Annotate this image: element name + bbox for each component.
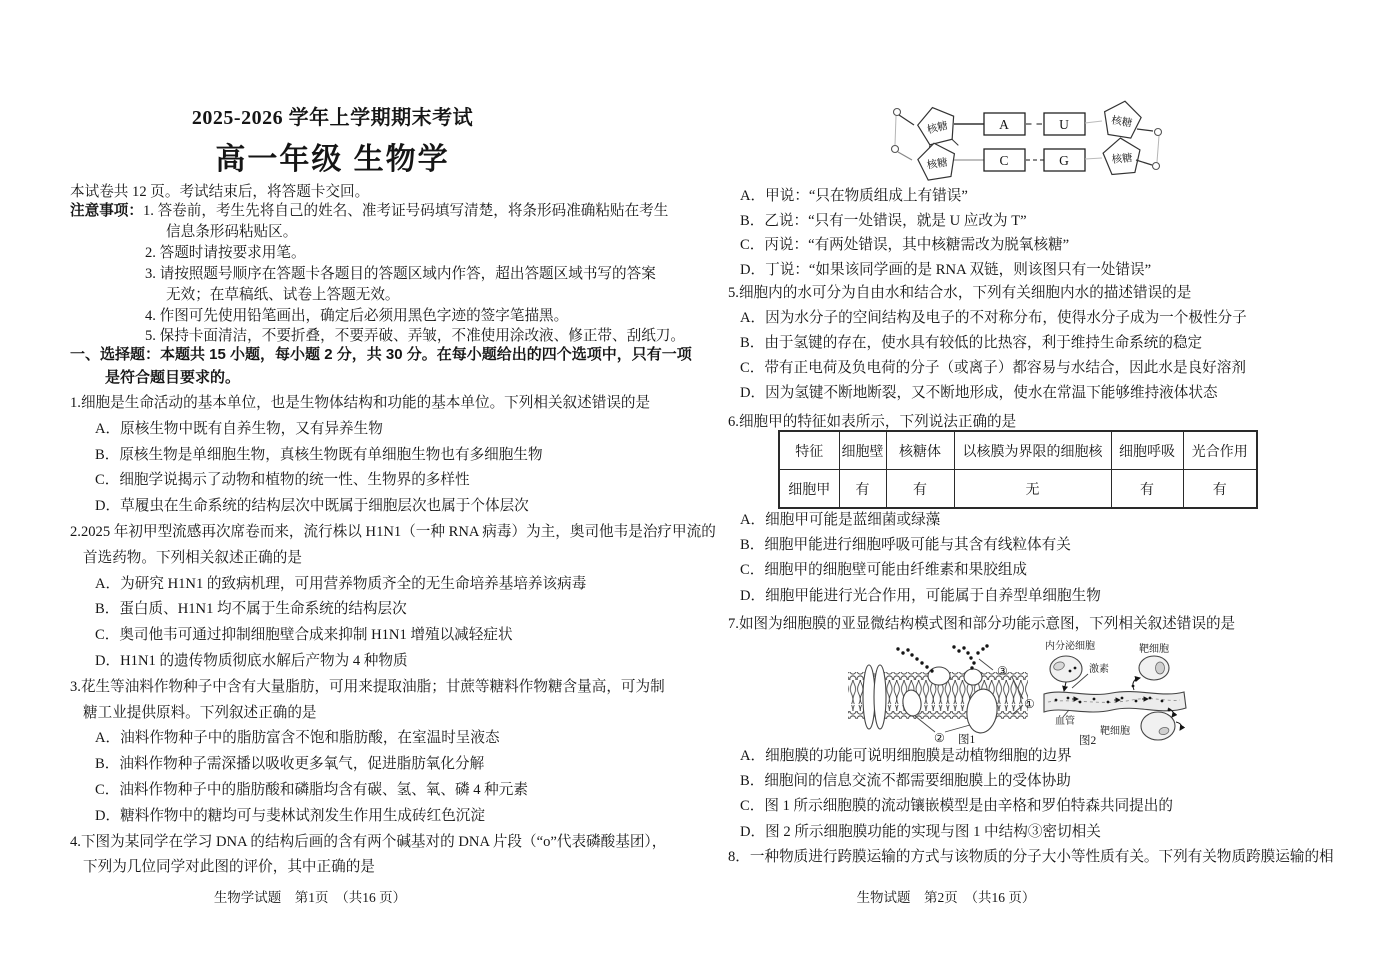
table-row-label: 细胞甲: [779, 470, 839, 509]
q7-options: [724, 744, 1173, 845]
table-header-cell: 特征: [779, 431, 839, 470]
q4-option-a: A．甲说：“只在物质组成上有错误”: [740, 188, 968, 204]
table-header-cell: 光合作用: [1183, 431, 1257, 470]
q7-stem-wrap: [724, 612, 1235, 638]
table-data-row: [779, 470, 1257, 509]
section-header: [70, 343, 692, 389]
dna-fragment-diagram: [890, 98, 1186, 190]
intro-line: 本试卷共 12 页。考试结束后，将答题卡交回。: [70, 184, 370, 200]
q5-option-c: C．带有正电荷及负电荷的分子（或离子）都容易与水结合，因此水是良好溶剂: [740, 360, 1246, 376]
q7-stem: 7.如图为细胞膜的亚显微结构模式图和部分功能示意图，下列相关叙述错误的是: [728, 616, 1236, 632]
membrane-protein: [964, 669, 982, 685]
q1-option-b: B．原核生物是单细胞生物，真核生物既有单细胞生物也有多细胞生物: [95, 446, 543, 463]
notice-item-5: 5. 保持卡面清洁，不要折叠，不要弄破、弄皱，不准使用涂改液、修正带、刮纸刀。: [145, 328, 685, 345]
page-2-footer: 生物试题 第2页 （共16 页）: [856, 890, 1036, 905]
q6-options: [724, 508, 1101, 609]
q6-option-b: B．细胞甲能进行细胞呼吸可能与其含有线粒体有关: [740, 537, 1071, 554]
table-data-cell: 有: [886, 470, 954, 509]
notice-item-4: 4. 作图可先使用铅笔画出，确定后必须用黑色字迹的签字笔描黑。: [145, 307, 569, 324]
table-header-cell: 以核膜为界限的细胞核: [954, 431, 1111, 470]
q3-option-d: D．糖料作物中的糖均可与斐林试剂发生作用生成砖红色沉淀: [95, 807, 485, 824]
q2-option-c: C．奥司他韦可通过抑制细胞壁合成来抑制 H1N1 增殖以减轻症状: [95, 627, 513, 644]
q2-stem-line-1: 2.2025 年初甲型流感再次席卷而来，流行株以 H1N1（一种 RNA 病毒）为主，奥司他韦是治疗甲流的: [70, 523, 716, 540]
q4-option-d: D．丁说：“如果该同学画的是 RNA 双链，则该图只有一处错误”: [740, 261, 1152, 278]
svg-text:A: A: [999, 117, 1009, 132]
q4-stem-line-1: 4.下图为某同学在学习 DNA 的结构后画的含有两个碱基对的 DNA 片段（“o”代表磷酸基团），: [70, 833, 667, 850]
page-2: [724, 0, 1338, 971]
q1-option-d: D．草履虫在生命系统的结构层次中既属于细胞层次也属于个体层次: [95, 498, 529, 515]
table-data-cell: 无: [954, 470, 1111, 509]
target-cell-top-label: 靶细胞: [1139, 644, 1169, 655]
q6-stem: 6.细胞甲的特征如表所示，下列说法正确的是: [728, 414, 1017, 430]
sugar-pentagon-bottom-right: [1102, 136, 1142, 175]
q2-option-a: A．为研究 H1N1 的致病机理，可用营养物质齐全的无生命培养基培养该病毒: [95, 575, 587, 592]
q5-option-b: B．由于氢键的存在，使水具有较低的比热容，利于维持生命系统的稳定: [740, 335, 1203, 351]
sugar-pentagon-bottom-left: [916, 140, 958, 181]
notice-item-3-cont: 无效；在草稿纸、试卷上答题无效。: [166, 286, 400, 303]
page-title-subject: 高一年级 生物学: [215, 143, 450, 176]
q6-option-d: D．细胞甲能进行光合作用，可能属于自养型单细胞生物: [740, 587, 1101, 604]
figure-1-caption: 图1: [958, 734, 976, 746]
q1-stem: 1.细胞是生命活动的基本单位，也是生物体结构和功能的基本单位。下列相关叙述错误的是: [70, 395, 651, 411]
q3-option-a: A．油料作物种子中的脂肪富含不饱和脂肪酸，在室温时呈液态: [95, 730, 500, 747]
q2-stem-line-2: 首选药物。下列相关叙述正确的是: [83, 549, 302, 566]
q7-option-c: C．图 1 所示细胞膜的流动镶嵌模型是由辛格和罗伯特森共同提出的: [740, 798, 1173, 815]
figure-2-caption: 图2: [1079, 735, 1097, 747]
table-data-cell: 有: [1183, 470, 1257, 509]
q5-stem: 5.细胞内的水可分为自由水和结合水，下列有关细胞内水的描述错误的是: [728, 285, 1192, 301]
svg-text:C: C: [999, 153, 1009, 168]
table-header-cell: 核糖体: [886, 431, 954, 470]
table-data-cell: 有: [1111, 470, 1183, 509]
q6-option-a: A．细胞甲可能是蓝细菌或绿藻: [740, 512, 941, 528]
page-title-session: 2025-2026 学年上学期期末考试: [191, 107, 474, 129]
label-2: ②: [934, 731, 945, 745]
q6-option-c: C．细胞甲的细胞壁可能由纤维素和果胶组成: [740, 562, 1028, 579]
q4-options: [724, 184, 1151, 282]
table-data-cell: 有: [839, 470, 886, 509]
page-1-footer: 生物学试题 第1页 （共16 页）: [213, 890, 407, 905]
svg-text:核糖: 核糖: [926, 157, 949, 172]
q4-stem-line-2: 下列为几位同学对此图的评价，其中正确的是: [83, 859, 375, 876]
question-8: [724, 845, 1334, 871]
notice-item-2: 2. 答题时请按要求用笔。: [145, 244, 306, 261]
hormone-label: 激素: [1089, 664, 1109, 675]
membrane-model-figure: [842, 643, 1047, 746]
q4-option-b: B．乙说：“只有一处错误，就是 U 应改为 T”: [740, 212, 1027, 229]
section-header-line-1: 一、选择题：本题共 15 小题，每小题 2 分，共 30 分。在每小题给出的四个选项中，只有一项: [70, 346, 692, 363]
notice-item-1-cont: 信息条形码粘贴区。: [166, 223, 298, 240]
notice-block: [70, 201, 685, 347]
q3-stem-line-2: 糖工业提供原料。下列叙述正确的是: [83, 704, 317, 721]
q3-option-b: B．油料作物种子需深播以吸收更多氧气，促进脂肪氧化分解: [95, 756, 485, 773]
sugar-pentagon-top-right: [1101, 98, 1143, 139]
q3-option-c: C．油料作物种子中的脂肪酸和磷脂均含有碳、氢、氧、磷 4 种元素: [95, 781, 528, 798]
table-header-cell: 细胞呼吸: [1111, 431, 1183, 470]
phosphate-circle: [1155, 129, 1162, 136]
svg-text:核糖: 核糖: [1111, 153, 1134, 166]
table-header-row: [779, 431, 1257, 470]
endocrine-cell-label: 内分泌细胞: [1045, 641, 1095, 652]
q7-option-b: B．细胞间的信息交流不都需要细胞膜上的受体协助: [740, 773, 1071, 790]
question-5: [724, 281, 1247, 406]
phosphate-circle: [1153, 163, 1160, 170]
q2-option-b: B．蛋白质、H1N1 均不属于生命系统的结构层次: [95, 601, 407, 618]
q5-option-a: A．因为水分子的空间结构及电子的不对称分布，使得水分子成为一个极性分子: [740, 310, 1247, 326]
q2-option-d: D．H1N1 的遗传物质彻底水解后产物为 4 种物质: [95, 652, 408, 669]
svg-text:G: G: [1059, 153, 1069, 168]
target-cell-bottom: [1141, 712, 1175, 740]
svg-text:核糖: 核糖: [926, 120, 950, 137]
cell-feature-table: [778, 430, 1258, 509]
table-header-cell: 细胞壁: [839, 431, 886, 470]
q3-stem-line-1: 3.花生等油料作物种子中含有大量脂肪，可用来提取油脂；甘蔗等糖料作物糖含量高，可为制: [70, 678, 665, 695]
svg-text:U: U: [1059, 117, 1069, 132]
section-header-line-2: 是符合题目要求的。: [105, 369, 241, 387]
q8-stem: 8．一种物质进行跨膜运输的方式与该物质的分子大小等性质有关。下列有关物质跨膜运输的相: [728, 849, 1334, 865]
notice-item-3: 3. 请按照题号顺序在答题卡各题目的答题区域内作答，超出答题区域书写的答案: [145, 265, 656, 282]
svg-text:核糖: 核糖: [1110, 115, 1133, 130]
notice-label: 注意事项：: [70, 203, 143, 219]
hormone-signalling-figure: [1042, 638, 1212, 750]
q1-option-c: C．细胞学说揭示了动物和植物的统一性、生物界的多样性: [95, 472, 470, 489]
q7-option-d: D．图 2 所示细胞膜功能的实现与图 1 中结构③密切相关: [740, 823, 1101, 840]
q7-option-a: A．细胞膜的功能可说明细胞膜是动植物细胞的边界: [740, 748, 1072, 764]
questions-1-4: [70, 391, 716, 881]
notice-item-1-text: 1. 答卷前，考生先将自己的姓名、准考证号码填写清楚，将条形码准确粘贴在考生: [142, 203, 669, 219]
q5-option-d: D．因为氢键不断地断裂，又不断地形成，使水在常温下能够维持液体状态: [740, 385, 1218, 401]
target-cell-bottom-label: 靶细胞: [1100, 726, 1130, 737]
notice-item-1: [70, 201, 685, 222]
phosphate-circle: [894, 109, 901, 116]
blood-vessel-label: 血管: [1055, 716, 1075, 727]
label-1: ①: [1024, 697, 1035, 711]
phosphate-circle: [892, 146, 899, 153]
q1-option-a: A．原核生物中既有自养生物，又有异养生物: [95, 420, 383, 437]
label-3: ③: [997, 664, 1008, 678]
q4-option-c: C．丙说：“有两处错误，其中核糖需改为脱氧核糖”: [740, 237, 1070, 254]
page-1: [70, 0, 716, 971]
